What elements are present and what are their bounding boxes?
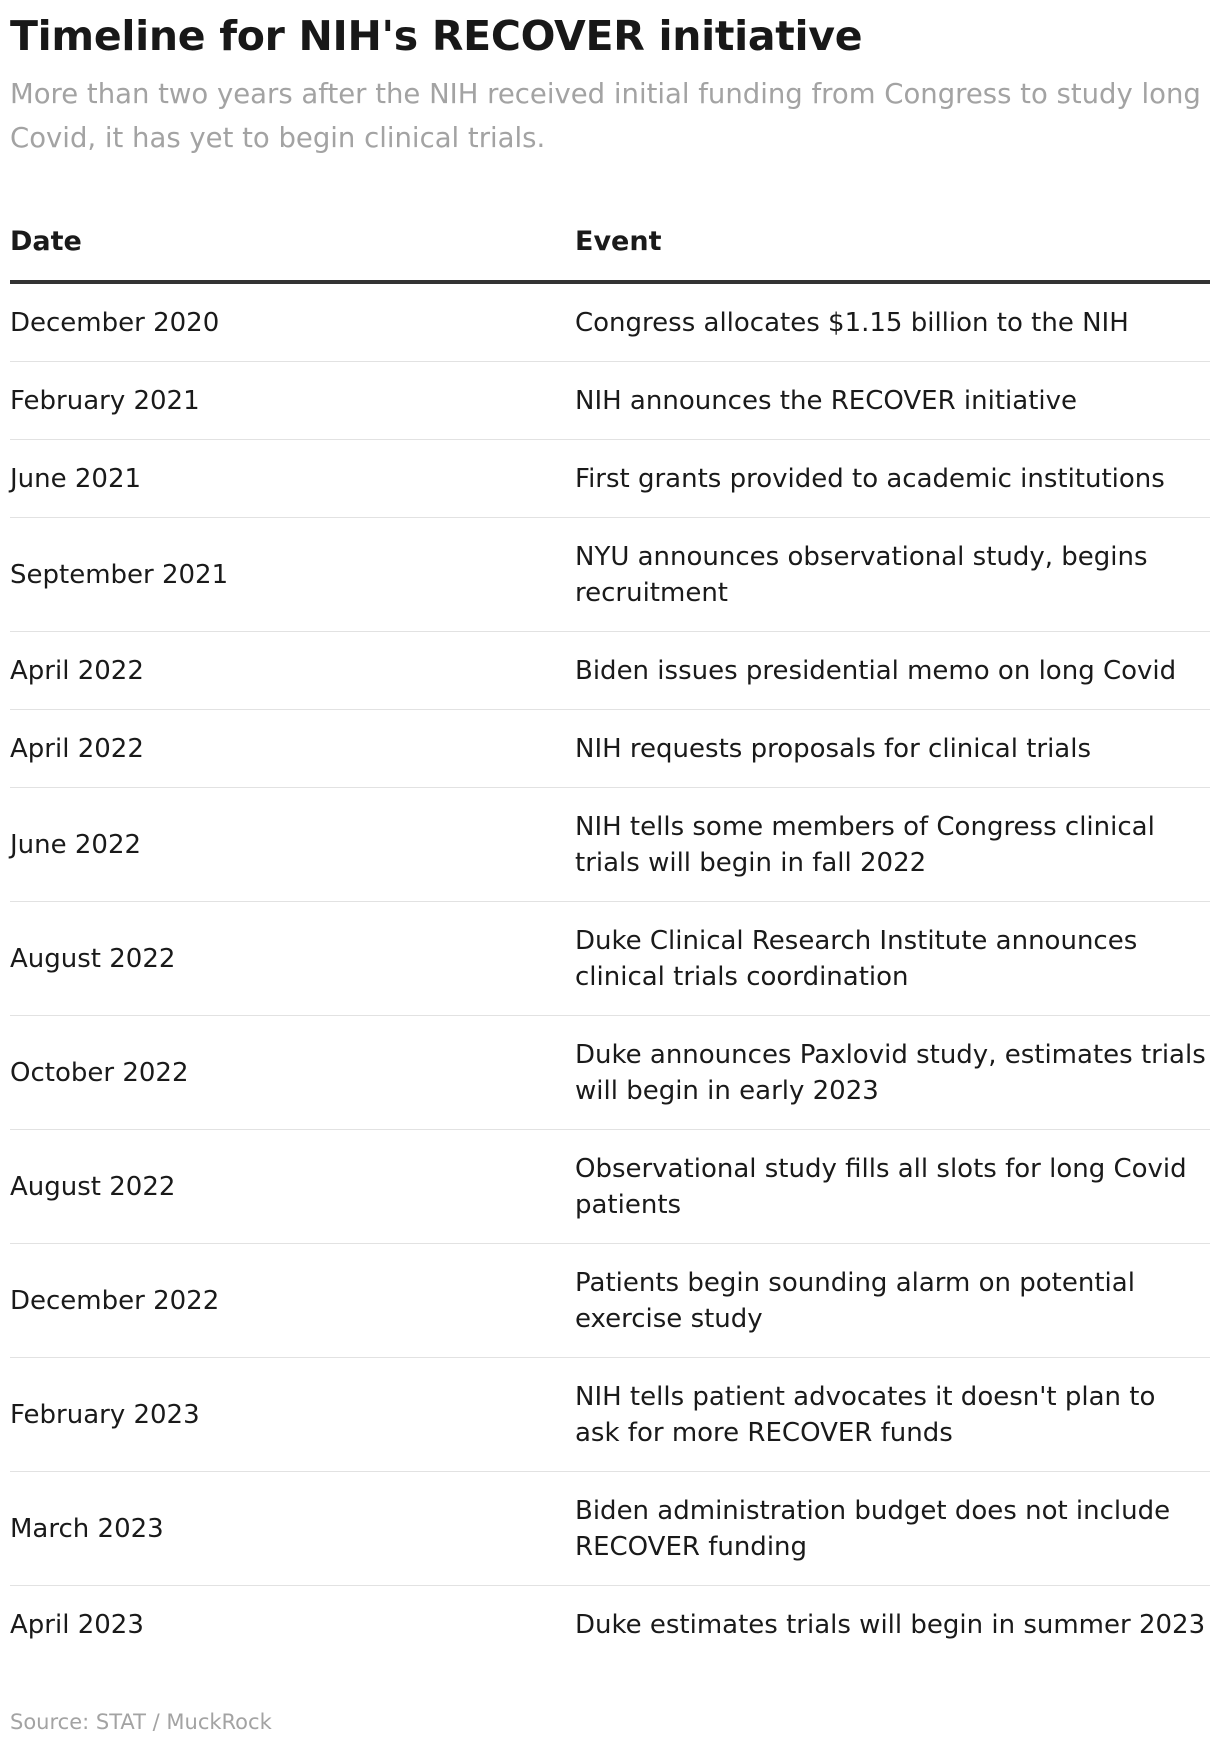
event-cell: NIH requests proposals for clinical trials <box>575 710 1210 788</box>
page-subtitle: More than two years after the NIH received initial funding from Congress to study long Covid, it has yet to begin clinical trials. <box>10 78 1201 154</box>
event-cell: Observational study fills all slots for long Covid patients <box>575 1130 1210 1244</box>
date-cell: June 2022 <box>10 788 575 902</box>
date-cell: August 2022 <box>10 1130 575 1244</box>
date-cell: February 2023 <box>10 1358 575 1472</box>
table-row <box>10 1244 1210 1358</box>
table-row <box>10 632 1210 710</box>
date-cell: December 2022 <box>10 1244 575 1358</box>
event-cell: NIH tells some members of Congress clinical trials will begin in fall 2022 <box>575 788 1210 902</box>
date-cell: June 2021 <box>10 440 575 518</box>
date-cell: October 2022 <box>10 1016 575 1130</box>
date-cell: August 2022 <box>10 902 575 1016</box>
event-cell: Biden issues presidential memo on long Covid <box>575 632 1210 710</box>
event-cell: Duke estimates trials will begin in summer 2023 <box>575 1609 1206 1640</box>
table-row <box>10 1358 1210 1472</box>
date-cell: September 2021 <box>10 518 575 632</box>
timeline-article <box>10 0 1210 1734</box>
event-cell: First grants provided to academic institutions <box>575 440 1210 518</box>
table-row <box>10 518 1210 632</box>
table-row <box>10 902 1210 1016</box>
event-cell: Patients begin sounding alarm on potential exercise study <box>575 1244 1210 1358</box>
table-header-row <box>10 226 1210 282</box>
table-row <box>10 1586 1210 1664</box>
event-cell: Biden administration budget does not include RECOVER funding <box>575 1472 1210 1586</box>
column-header-event: Event <box>575 226 1210 282</box>
timeline-table <box>10 226 1210 1663</box>
column-header-date: Date <box>10 226 575 282</box>
date-cell: February 2021 <box>10 362 575 440</box>
event-cell: NIH announces the RECOVER initiative <box>575 362 1210 440</box>
date-cell: December 2020 <box>10 282 575 362</box>
date-cell: April 2022 <box>10 632 575 710</box>
table-row <box>10 788 1210 902</box>
table-row <box>10 710 1210 788</box>
table-row <box>10 1016 1210 1130</box>
event-cell: NIH tells patient advocates it doesn't plan to ask for more RECOVER funds <box>575 1358 1210 1472</box>
source-note: Source: STAT / MuckRock <box>10 1710 272 1734</box>
table-row <box>10 362 1210 440</box>
page-title: Timeline for NIH's RECOVER initiative <box>10 12 863 60</box>
table-row <box>10 282 1210 362</box>
table-row <box>10 440 1210 518</box>
event-cell: Duke announces Paxlovid study, estimates trials will begin in early 2023 <box>575 1016 1210 1130</box>
table-row <box>10 1130 1210 1244</box>
table-row <box>10 1472 1210 1586</box>
event-cell: Duke Clinical Research Institute announces clinical trials coordination <box>575 902 1210 1016</box>
date-cell: April 2023 <box>10 1609 144 1640</box>
event-cell: NYU announces observational study, begins recruitment <box>575 518 1210 632</box>
event-cell: Congress allocates $1.15 billion to the NIH <box>575 282 1210 362</box>
date-cell: March 2023 <box>10 1472 575 1586</box>
date-cell: April 2022 <box>10 710 575 788</box>
